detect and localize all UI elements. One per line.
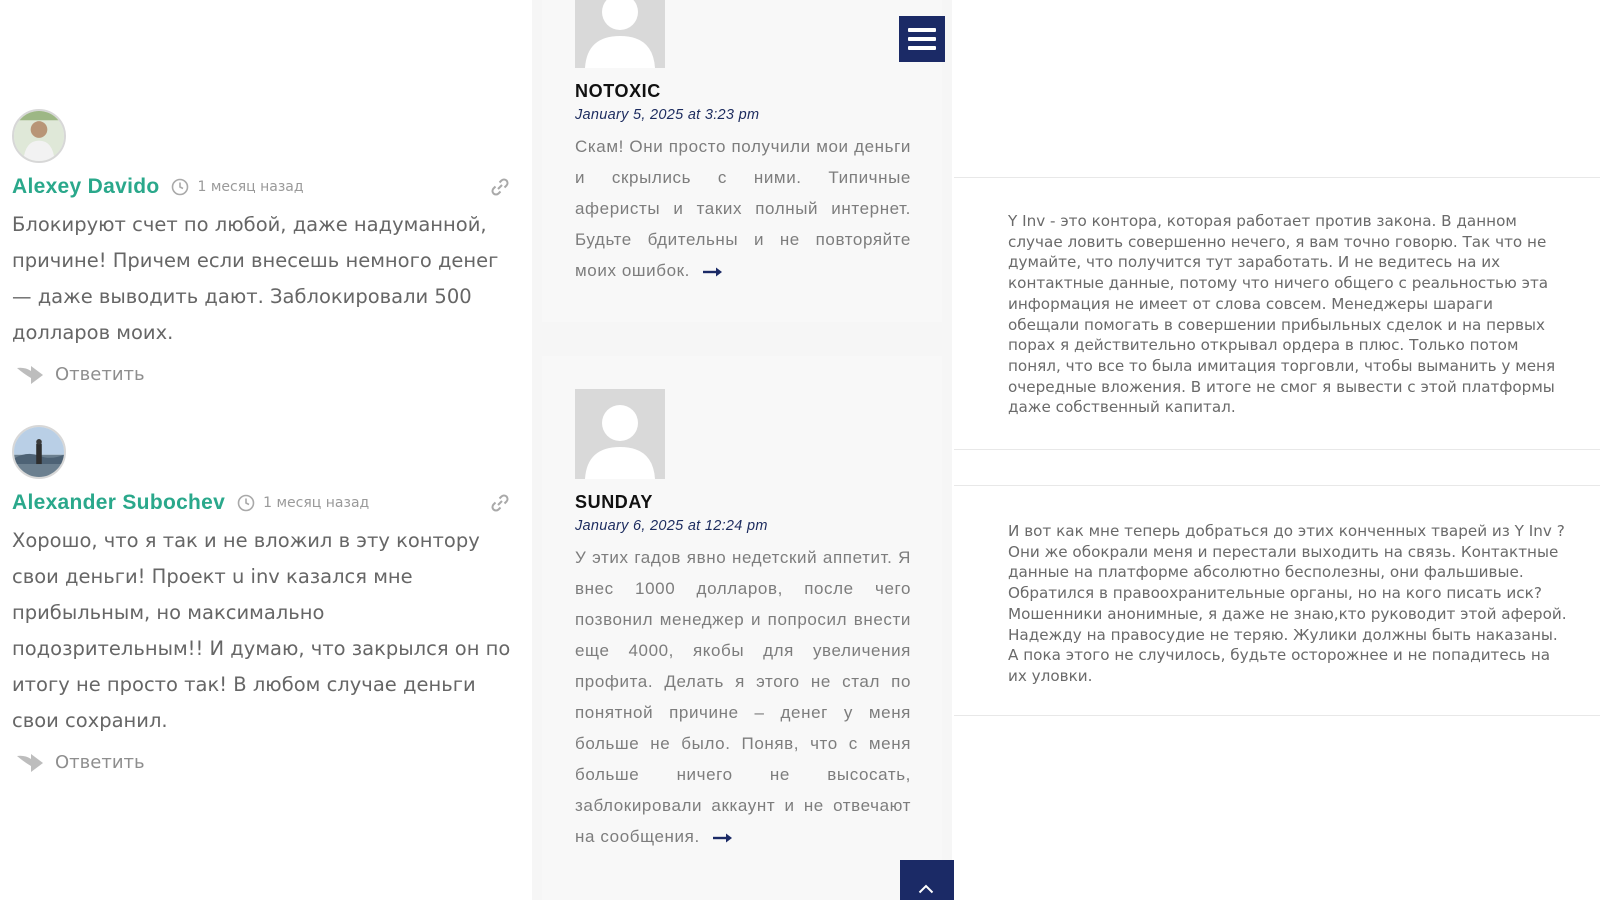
comment-text: Блокируют счет по любой, даже надуманной, причине! Причем если внесешь немного денег — даже выводить дают. Заблокировали 500 долларов моих. (12, 213, 499, 344)
divider (954, 715, 1600, 716)
divider (954, 485, 1600, 486)
comment-card-sunday (542, 356, 942, 900)
comment-date[interactable]: January 6, 2025 at 12:24 pm (575, 518, 768, 534)
divider (954, 449, 1600, 450)
comment-text: Скам! Они просто получили мои деньги и скрылись с ними. Типичные аферисты и таких полный интернет. Будьте бдительны и не повторяйте моих ошибок. (575, 137, 911, 280)
comment-header (12, 169, 522, 205)
scroll-to-top-button[interactable] (900, 860, 954, 900)
comment-time: 1 месяц назад (263, 495, 370, 511)
comment-author: SUNDAY (575, 492, 653, 512)
reply-arrow-icon (15, 750, 45, 774)
comment-alexander-subochev (12, 425, 522, 777)
comment-text-block (575, 542, 911, 852)
comment-author[interactable]: Alexander Subochev (12, 491, 226, 514)
comment-card-notoxic (542, 0, 942, 322)
read-more-arrow-icon[interactable] (712, 832, 734, 844)
reply-arrow-icon (15, 362, 45, 386)
link-icon[interactable] (490, 493, 510, 513)
reply-label: Ответить (55, 751, 145, 773)
default-avatar-icon (575, 389, 665, 479)
comment-author[interactable]: Alexey Davido (12, 175, 160, 198)
link-icon[interactable] (490, 177, 510, 197)
comment-text-block (575, 131, 911, 286)
avatar[interactable] (12, 109, 66, 163)
left-comments-panel (0, 0, 530, 900)
comment-time: 1 месяц назад (197, 179, 304, 195)
reply-button[interactable] (12, 747, 522, 777)
comment-text: У этих гадов явно недетский аппетит. Я внес 1000 долларов, после чего позвонил менеджер и попросил внести еще 4000, якобы для увеличения профита. Делать я этого не стал по понятной причине – денег у меня больше не было. Поняв, что с меня больше ничего не высосать, заблокировали аккаунт и не отвечают на сообщения. (575, 548, 911, 846)
reply-label: Ответить (55, 363, 145, 385)
divider (954, 177, 1600, 178)
default-avatar-icon (575, 0, 665, 68)
comment-header (12, 485, 522, 521)
middle-comments-panel (532, 0, 952, 900)
chevron-up-icon (918, 884, 934, 894)
comment-date[interactable]: January 5, 2025 at 3:23 pm (575, 107, 760, 123)
hamburger-menu-icon[interactable] (899, 16, 945, 62)
comment-text: Y Inv - это контора, которая работает против закона. В данном случае ловить совершенно нечего, я вам точно говорю. Так что не думайте, что получится тут заработать. И не ведитесь на их контактные данные, потому что ничего общего с реальностью эта информация не имеет от слова совсем. Менеджеры шараги обещали помогать в совершении прибыльных сделок и на первых порах я действительно открывал ордера в плюс. Только потом понял, что все то была имитация торговли, чтобы выманить у меня очередные вложения. В итоге не смог я вывести с этой платформы даже собственный капитал. (1008, 212, 1556, 417)
clock-icon (171, 178, 189, 196)
comment-text: Хорошо, что я так и не вложил в эту контору свои деньги! Проект u inv казался мне прибыльным, но максимально подозрительным!! И думаю, что закрылся он по итогу не просто так! В любом случае деньги свои сохранил. (12, 529, 511, 732)
read-more-arrow-icon[interactable] (702, 266, 724, 278)
comment-text: И вот как мне теперь добраться до этих конченных тварей из Y Inv ? Они же обокрали меня и перестали выходить на связь. Контактные данные на платформе абсолютно бесполезны, они фальшивые. Обратился в правоохранительные органы, но на кого писать иск? Мошенники анонимные, я даже не знаю,кто руководит этой аферой. Надежду на правосудие не теряю. Жулики должны быть наказаны. А пока этого не случилось, будьте осторожнее и не попадитесь на их уловки. (1008, 522, 1567, 685)
reply-button[interactable] (12, 359, 522, 389)
clock-icon (237, 494, 255, 512)
comment-author: NOTOXIC (575, 81, 661, 101)
right-comments-panel (954, 0, 1600, 900)
comment-alexey-davido (12, 109, 522, 389)
avatar[interactable] (12, 425, 66, 479)
